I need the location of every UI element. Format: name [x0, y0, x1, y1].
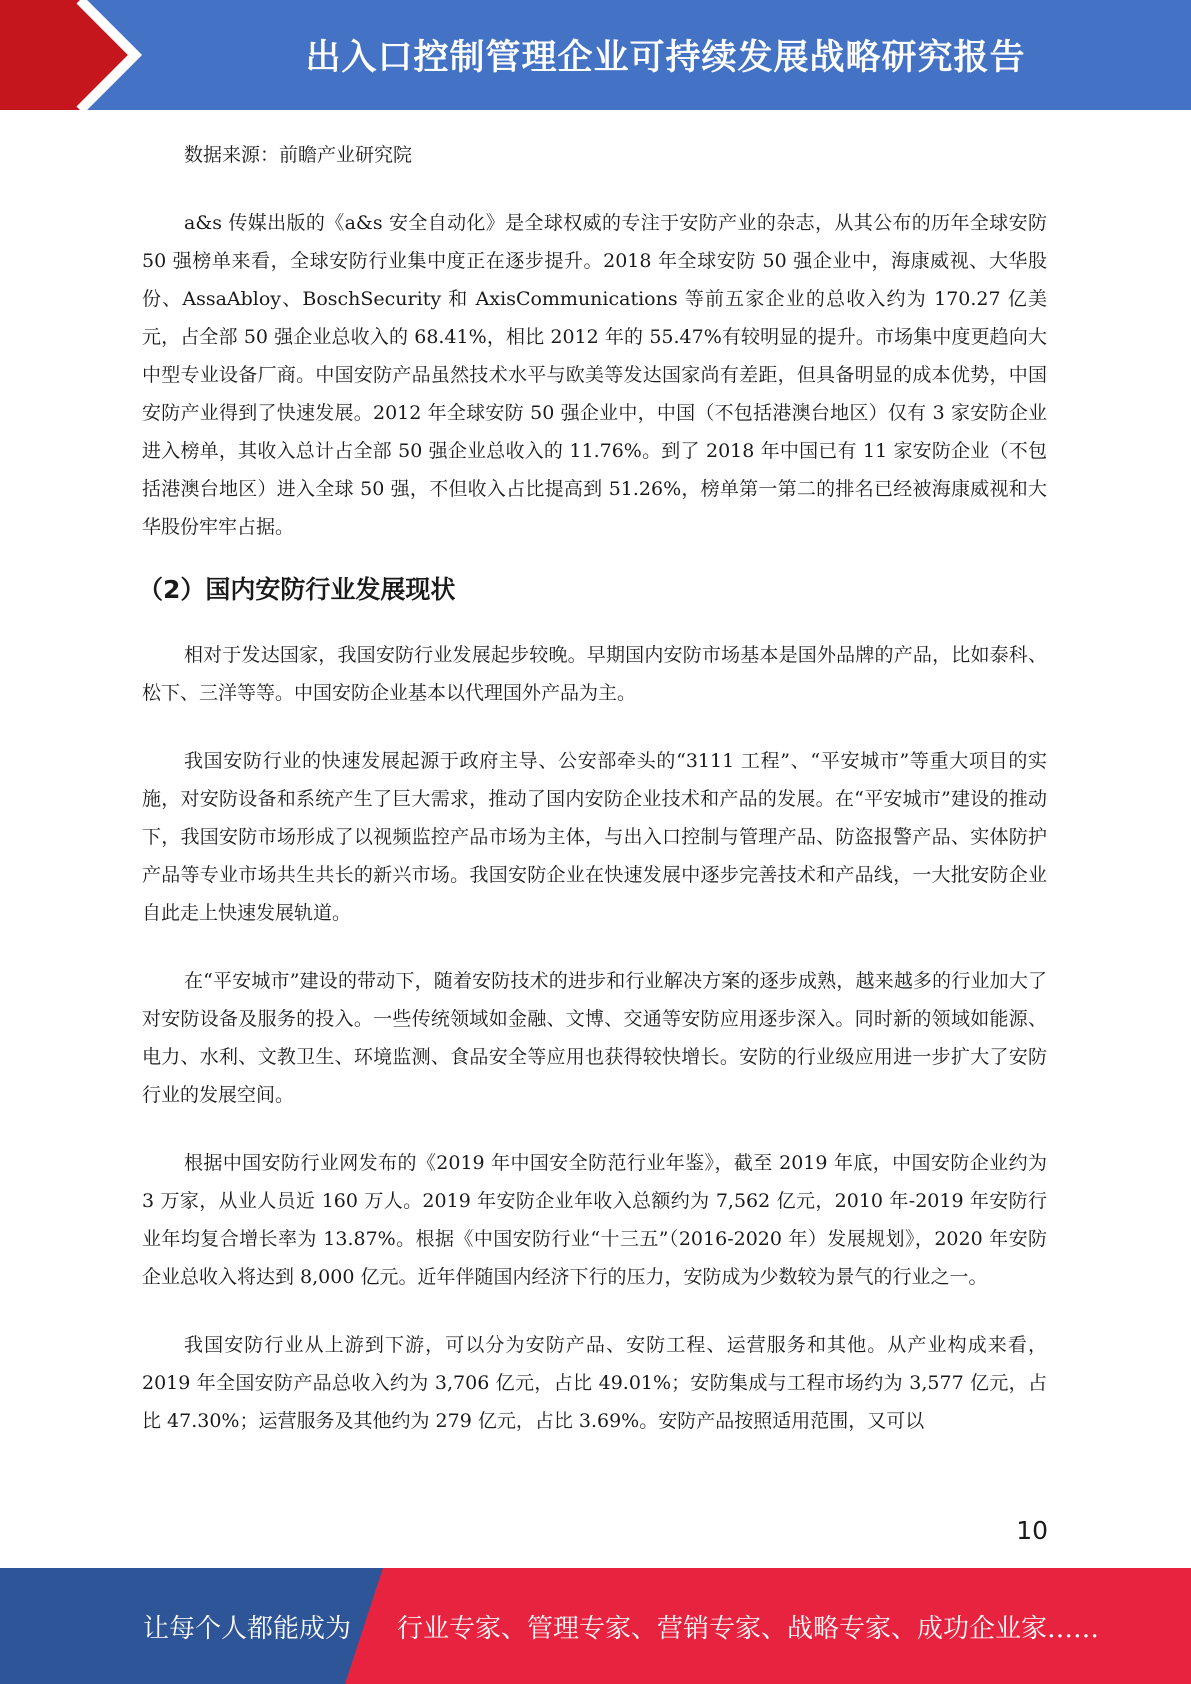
paragraph-early-stage: 相对于发达国家，我国安防行业发展起步较晚。早期国内安防市场基本是国外品牌的产品，比如泰科、松下、三洋等等。中国安防企业基本以代理国外产品为主。: [142, 644, 1047, 704]
paragraph-global-market: a&s 传媒出版的《a&s 安全自动化》是全球权威的专注于安防产业的杂志，从其公布的历年全球安防 50 强榜单来看，全球安防行业集中度正在逐步提升。2018 年全球安防 50 强企业中，海康威视、大华股份、AssaAbloy、BoschSecurity 和 AxisCommunications 等前五家企业的总收入约为 170.27 亿美元，占全部 50 强企业总收入的 68.41%，相比 2012 年的 55.47%有较明显的提升。市场集中度更趋向大中型专业设备厂商。中国安防产品虽然技术水平与欧美等发达国家尚有差距，但具备明显的成本优势，中国安防产业得到了快速发展。2012 年全球安防 50 强企业中，中国（不包括港澳台地区）仅有 3 家安防企业进入榜单，其收入总计占全部 50 强企业总收入的 11.76%。到了 2018 年中国已有 11 家安防企业（不包括港澳台地区）进入全球 50 强，不但收入占比提高到 51.26%，榜单第一第二的排名已经被海康威视和大华股份牢牢占据。: [142, 212, 1047, 538]
footer-slogan-right: 行业专家、管理专家、营销专家、战略专家、成功企业家……: [397, 1613, 1100, 1644]
report-title: 出入口控制管理企业可持续发展战略研究报告: [305, 38, 1026, 78]
page-header: [0, 0, 1191, 110]
paragraph-industry-applications: 在“平安城市”建设的带动下，随着安防技术的进步和行业解决方案的逐步成熟，越来越多的行业加大了对安防设备及服务的投入。一些传统领域如金融、文博、交通等安防应用逐步深入。同时新的领域如能源、电力、水利、文教卫生、环境监测、食品安全等应用也获得较快增长。安防的行业级应用进一步扩大了安防行业的发展空间。: [142, 970, 1047, 1106]
data-source-note: 数据来源：前瞻产业研究院: [184, 144, 413, 166]
paragraph-rapid-development: 我国安防行业的快速发展起源于政府主导、公安部牵头的“3111 工程”、“平安城市”等重大项目的实施，对安防设备和系统产生了巨大需求，推动了国内安防企业技术和产品的发展。在“平安城市”建设的推动下，我国安防市场形成了以视频监控产品市场为主体，与出入口控制与管理产品、防盗报警产品、实体防护产品等专业市场共生共长的新兴市场。我国安防企业在快速发展中逐步完善技术和产品线，一大批安防企业自此走上快速发展轨道。: [142, 750, 1047, 924]
section-heading: （2）国内安防行业发展现状: [138, 575, 456, 604]
page-number: 10: [1016, 1516, 1048, 1545]
document-body: [138, 130, 1047, 1440]
header-arrow-decoration: [0, 0, 160, 110]
footer-slogan-left: 让每个人都能成为: [143, 1613, 352, 1644]
page-footer: [0, 1568, 1191, 1684]
paragraph-market-size: 根据中国安防行业网发布的《2019 年中国安全防范行业年鉴》，截至 2019 年底，中国安防企业约为 3 万家，从业人员近 160 万人。2019 年安防企业年收入总额约为 7,562 亿元，2010 年-2019 年安防行业年均复合增长率为 13.87%。根据《中国安防行业“十三五”（2016-2020 年）发展规划》，2020 年安防企业总收入将达到 8,000 亿元。近年伴随国内经济下行的压力，安防成为少数较为景气的行业之一。: [142, 1152, 1047, 1288]
paragraph-industry-structure: 我国安防行业从上游到下游，可以分为安防产品、安防工程、运营服务和其他。从产业构成来看，2019 年全国安防产品总收入约为 3,706 亿元，占比 49.01%；安防集成与工程市场约为 3,577 亿元，占比 47.30%；运营服务及其他约为 279 亿元，占比 3.69%。安防产品按照适用范围，又可以: [142, 1334, 1047, 1432]
